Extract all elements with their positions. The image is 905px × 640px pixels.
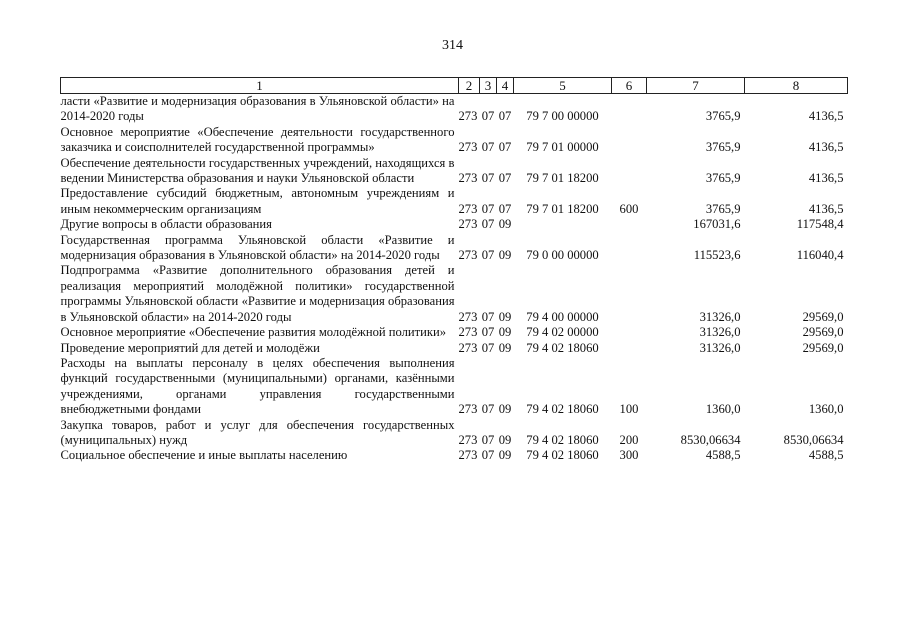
subsection-code: 09 xyxy=(498,309,512,324)
target-article-code: 79 4 02 18060 xyxy=(526,340,599,355)
amount-col7: 31326,0 xyxy=(699,340,741,355)
subsection-code: 07 xyxy=(498,201,512,216)
target-article-code: 79 7 00 00000 xyxy=(526,109,599,124)
ministry-code: 273 xyxy=(458,171,478,186)
subsection-code: 09 xyxy=(498,432,512,447)
amount-col7: 3765,9 xyxy=(705,109,741,124)
section-code: 07 xyxy=(481,448,495,463)
row-description: Обеспечение деятельности государственных учреждений, находящихся в ведении Министерства образования и науки Ульяновской области xyxy=(60,155,455,186)
ministry-code: 273 xyxy=(458,448,478,463)
section-code: 07 xyxy=(481,325,495,340)
table-row xyxy=(61,94,848,125)
amount-col8: 29569,0 xyxy=(802,309,844,324)
amount-col7: 8530,06634 xyxy=(680,432,741,447)
amount-col8: 116040,4 xyxy=(796,248,844,263)
subsection-code: 09 xyxy=(498,217,512,232)
amount-col7: 31326,0 xyxy=(699,325,741,340)
section-code: 07 xyxy=(481,217,495,232)
table-row xyxy=(61,448,848,463)
amount-col8: 8530,06634 xyxy=(783,432,844,447)
target-article-code: 79 4 02 18060 xyxy=(526,448,599,463)
expense-type-code xyxy=(612,156,647,187)
ministry-code: 273 xyxy=(458,217,478,232)
ministry-code: 273 xyxy=(458,248,478,263)
table-row xyxy=(61,325,848,340)
expense-type-code xyxy=(612,233,647,264)
expense-type-code xyxy=(612,263,647,325)
expense-type-code xyxy=(612,217,647,232)
expense-type-code: 600 xyxy=(619,201,639,216)
ministry-code: 273 xyxy=(458,325,478,340)
amount-col8: 29569,0 xyxy=(802,340,844,355)
table-row xyxy=(61,125,848,156)
subsection-code: 09 xyxy=(498,325,512,340)
header-cell: 7 xyxy=(647,78,745,94)
amount-col8: 29569,0 xyxy=(802,325,844,340)
row-description: Предоставление субсидий бюджетным, автономным учреждениям и иным некоммерческим организациям xyxy=(60,186,455,216)
amount-col8: 117548,4 xyxy=(796,217,844,232)
header-cell: 6 xyxy=(612,78,647,94)
ministry-code: 273 xyxy=(458,402,478,417)
table-row xyxy=(61,156,848,187)
table-row xyxy=(61,356,848,418)
table-row xyxy=(61,217,848,232)
section-code: 07 xyxy=(481,171,495,186)
row-description: Государственная программа Ульяновской области «Развитие и модернизация образования в Ульяновской области» на 2014-2020 годы xyxy=(60,232,455,263)
target-article-code: 79 7 01 18200 xyxy=(526,201,599,216)
budget-table xyxy=(60,77,848,464)
section-code: 07 xyxy=(481,340,495,355)
subsection-code: 07 xyxy=(498,140,512,155)
amount-col7: 31326,0 xyxy=(699,309,741,324)
target-article-code: 79 4 02 18060 xyxy=(526,402,599,417)
target-article-code: 79 0 00 00000 xyxy=(526,248,599,263)
page-number: 314 xyxy=(442,38,463,53)
expense-type-code: 200 xyxy=(619,432,639,447)
expense-type-code xyxy=(612,94,647,125)
ministry-code: 273 xyxy=(458,309,478,324)
section-code: 07 xyxy=(481,309,495,324)
section-code: 07 xyxy=(481,201,495,216)
subsection-code: 09 xyxy=(498,402,512,417)
amount-col7: 1360,0 xyxy=(705,402,741,417)
amount-col7: 3765,9 xyxy=(705,171,741,186)
table-body xyxy=(61,94,848,464)
expense-type-code xyxy=(612,325,647,340)
row-description: Социальное обеспечение и иные выплаты населению xyxy=(60,448,348,463)
amount-col8: 4588,5 xyxy=(808,448,844,463)
row-description: Закупка товаров, работ и услуг для обеспечения государственных (муниципальных) нужд xyxy=(60,417,455,447)
amount-col7: 3765,9 xyxy=(705,201,741,216)
amount-col7: 115523,6 xyxy=(693,248,741,263)
header-cell: 4 xyxy=(497,78,514,94)
section-code: 07 xyxy=(481,109,495,124)
subsection-code: 09 xyxy=(498,340,512,355)
amount-col8: 4136,5 xyxy=(808,109,844,124)
row-description: Основное мероприятие «Обеспечение развития молодёжной политики» xyxy=(60,325,447,340)
header-cell: 3 xyxy=(480,78,497,94)
subsection-code: 07 xyxy=(498,109,512,124)
expense-type-code: 300 xyxy=(619,448,639,463)
target-article-code: 79 4 00 00000 xyxy=(526,309,599,324)
table-row xyxy=(61,186,848,217)
subsection-code: 07 xyxy=(498,171,512,186)
target-article-code: 79 7 01 18200 xyxy=(526,171,599,186)
amount-col8: 4136,5 xyxy=(808,171,844,186)
target-article-code: 79 4 02 00000 xyxy=(526,325,599,340)
section-code: 07 xyxy=(481,248,495,263)
amount-col8: 1360,0 xyxy=(808,402,844,417)
section-code: 07 xyxy=(481,432,495,447)
expense-type-code xyxy=(612,125,647,156)
table-row xyxy=(61,418,848,449)
row-description: Другие вопросы в области образования xyxy=(60,217,272,232)
amount-col7: 167031,6 xyxy=(693,217,741,232)
ministry-code: 273 xyxy=(458,432,478,447)
table-row xyxy=(61,341,848,356)
amount-col7: 4588,5 xyxy=(705,448,741,463)
target-article-code: 79 7 01 00000 xyxy=(526,140,599,155)
row-description: Проведение мероприятий для детей и молодёжи xyxy=(60,340,320,355)
subsection-code: 09 xyxy=(498,248,512,263)
amount-col7: 3765,9 xyxy=(705,140,741,155)
header-cell: 5 xyxy=(514,78,612,94)
header-cell: 8 xyxy=(745,78,848,94)
table-row xyxy=(61,263,848,325)
target-article-code: 79 4 02 18060 xyxy=(526,432,599,447)
ministry-code: 273 xyxy=(458,340,478,355)
table-row xyxy=(61,233,848,264)
expense-type-code: 100 xyxy=(619,402,639,417)
row-description: ласти «Развитие и модернизация образования в Ульяновской области» на 2014-2020 годы xyxy=(60,94,455,124)
ministry-code: 273 xyxy=(458,140,478,155)
row-description: Основное мероприятие «Обеспечение деятельности государственного заказчика и соисполнителей государственной программы» xyxy=(60,124,455,155)
section-code: 07 xyxy=(481,140,495,155)
amount-col8: 4136,5 xyxy=(808,201,844,216)
header-cell: 2 xyxy=(459,78,480,94)
header-cell: 1 xyxy=(61,78,459,94)
ministry-code: 273 xyxy=(458,201,478,216)
expense-type-code xyxy=(612,341,647,356)
subsection-code: 09 xyxy=(498,448,512,463)
ministry-code: 273 xyxy=(458,109,478,124)
amount-col8: 4136,5 xyxy=(808,140,844,155)
row-description: Расходы на выплаты персоналу в целях обеспечения выполнения функций государственными (муниципальными) органами, казёнными учреждениями, органами управления государственными внебюджетными фондами xyxy=(60,355,455,417)
header-row xyxy=(61,78,848,94)
row-description: Подпрограмма «Развитие дополнительного образования детей и реализация мероприятий молодёжной политики» государственной программы Ульяновской области «Развитие и модернизация образования в Ульяновской области» на 2014-2020 годы xyxy=(60,263,455,324)
target-article-code xyxy=(514,217,612,232)
section-code: 07 xyxy=(481,402,495,417)
